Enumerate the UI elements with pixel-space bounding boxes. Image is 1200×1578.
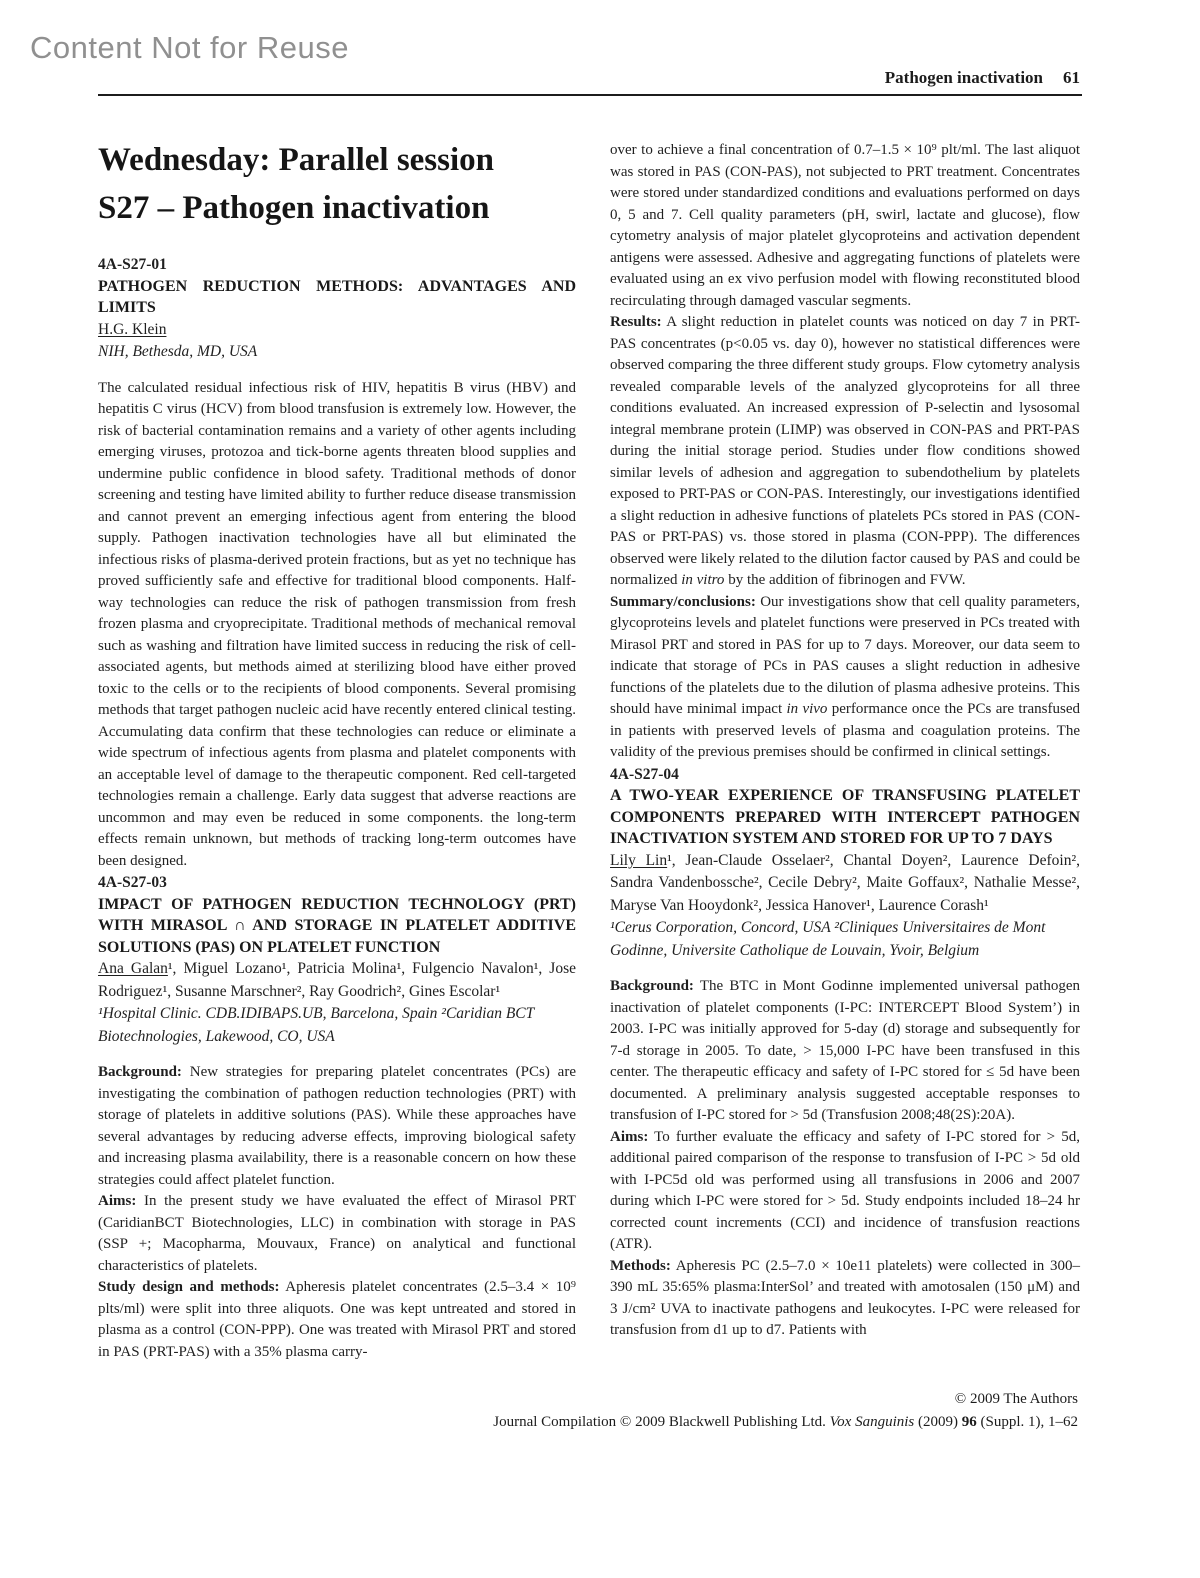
abstract-title: A TWO-YEAR EXPERIENCE OF TRANSFUSING PLATELET COMPONENTS PREPARED WITH INTERCEPT PATHOGEN INACTIVATION SYSTEM AND STORED FOR UP TO 7 DAYS [610,787,1080,847]
content-not-for-reuse-watermark: Content Not for Reuse [30,30,349,65]
session-title [98,136,576,232]
abstract-authors [98,958,576,1003]
abstract-authors [98,319,576,342]
presenting-author: Lily Lin [610,851,668,869]
abstract-title: IMPACT OF PATHOGEN REDUCTION TECHNOLOGY (PRT) WITH MIRASOL ∩ AND STORAGE IN PLATELET ADDITIVE SOLUTIONS (PAS) ON PLATELET FUNCTION [98,895,576,956]
abstract-paragraph: Aims: In the present study we have evaluated the effect of Mirasol PRT (CaridianBCT Biotechnologies, LLC) in combination with storage in PAS (SSP +; Macopharma, Mouvaux, France) on analytical and functional characteristics of platelets. [98,1193,576,1274]
abstract-paragraph: Background: The BTC in Mont Godinne implemented universal pathogen inactivation of platelet components (I-PC: INTERCEPT Blood System’) in 2003. I-PC was initially approved for 5-day (d) storage and subsequently for 7-d storage in 2005. To date, > 15,000 I-PC have been transfused in this center. The therapeutic efficacy and safety of I-PC stored for ≤ 5d have been documented. A preliminary analysis suggested acceptable responses to transfusion of I-PC stored for > 5d (Transfusion 2008;48(2S):20A). [610,978,1080,1123]
abstract-paragraph: The calculated residual infectious risk of HIV, hepatitis B virus (HBV) and hepatitis C virus (HCV) from blood transfusion is extremely low. However, the risk of bacterial contamination remains and a variety of other agents including emerging viruses, protozoa and tick-borne agents threaten blood supplies and undermine public confidence in blood safety. Traditional methods of donor screening and testing have limited ability to further reduce disease transmission and cannot prevent an emerging infectious agent from entering the blood supply. Pathogen inactivation technologies have all but eliminated the infectious risks of plasma-derived protein fractions, but as yet no technique has proved sufficiently safe and effective for traditional blood components. Half-way technologies can reduce the risk of pathogen transmission from fresh frozen plasma and cryoprecipitate. Traditional methods of mechanical removal such as washing and filtration have limited success in reducing the risk of cell-associated agents, but methods aimed at sterilizing blood have either proved toxic to the cells or to the recipients of blood components. Several promising methods that target pathogen nucleic acid have recently entered clinical testing. Accumulating data confirm that these technologies can reduce or eliminate a wide spectrum of infectious agents from plasma and platelet components with an acceptable level of damage to the therapeutic component. Red cell-targeted technologies remain a challenge. Early data suggest that adverse reactions are uncommon and may even be reduced in some components. the long-term effects remain unknown, but methods of tracking long-term outcomes have been designed. [98,379,576,869]
journal-compilation-line: Journal Compilation © 2009 Blackwell Publishing Ltd. Vox Sanguinis (2009) 96 (Suppl. 1), 1–62 [493,1414,1078,1430]
abstract-paragraph: Methods: Apheresis PC (2.5–7.0 × 10e11 platelets) were collected in 300–390 mL 35:65% plasma:InterSol’ and treated with amotosalen (150 μM) and 3 J/cm² UVA to inactivate pathogens and leukocytes. I-PC were released for transfusion from d1 up to d7. Patients with [610,1257,1080,1338]
abstract-affiliation: ¹Hospital Clinic. CDB.IDIBAPS.UB, Barcelona, Spain ²Caridian BCT Biotechnologies, Lakewood, CO, USA [98,1005,534,1045]
abstract-affiliation: NIH, Bethesda, MD, USA [98,343,258,360]
abstract-authors [610,850,1080,918]
abstract-id: 4A-S27-01 [98,256,167,273]
coauthors: ¹, Jean-Claude Osselaer², Chantal Doyen², Laurence Defoin², Sandra Vandenbossche², Cecile Debry², Maite Goffaux², Nathalie Messe², Maryse Van Hooydonk², Jessica Hanover¹, Laurence Corash¹ [610,851,1080,914]
abstract-paragraph: Study design and methods: Apheresis platelet concentrates (2.5–3.4 × 10⁹ plts/ml) were split into three aliquots. One was kept untreated and stored in plasma as a control (CON-PPP). One was treated with Mirasol PRT and stored in PAS (PRT-PAS) with a 35% plasma carry- [98,1279,576,1360]
abstract-4a-s27-03 [98,872,576,1363]
left-column [98,136,576,1363]
abstract-4a-s27-01 [98,254,576,872]
abstract-paragraph: over to achieve a final concentration of 0.7–1.5 × 10⁹ plt/ml. The last aliquot was stored in PAS (CON-PAS), not subjected to PRT treatment. Concentrates were stored under standardized conditions and evaluations performed on days 0, 5 and 7. Cell quality parameters (pH, swirl, lactate and glucose), flow cytometry analysis of major platelet glycoproteins and activation dependent antigens were assessed. Adhesive and aggregating functions of platelets were evaluated using an ex vivo perfusion model with flowing reconstituted blood recirculating through damaged vascular segments. [610,142,1080,309]
presenting-author: H.G. Klein [98,320,167,338]
abstract-4a-s27-03-continued [610,140,1080,764]
abstract-paragraph: Summary/conclusions: Our investigations show that cell quality parameters, glycoproteins levels and platelet functions were preserved in PCs treated with Mirasol PRT and stored in PAS for up to 7 days. Moreover, our data seem to indicate that storage of PCs in PAS causes a slight reduction in adhesive functions of the platelets due to the dilution of plasma adhesive proteins. This should have minimal impact in vivo performance once the PCs are transfused in patients with preserved levels of plasma and coagulation proteins. The validity of the previous premises should be confirmed in clinical settings. [610,593,1080,760]
page-footer [493,1388,1078,1434]
abstract-affiliation: ¹Cerus Corporation, Concord, USA ²Cliniques Universitaires de Mont Godinne, Universite Catholique de Louvain, Yvoir, Belgium [610,919,1046,959]
running-head [885,68,1080,88]
abstract-id: 4A-S27-03 [98,874,167,891]
abstract-title: PATHOGEN REDUCTION METHODS: ADVANTAGES AND LIMITS [98,277,576,316]
abstract-paragraph: Background: New strategies for preparing platelet concentrates (PCs) are investigating the combination of pathogen reduction technologies (PRT) with storage of platelets in additive solutions (PAS). While these approaches have several advantages by reducing adverse effects, improving biological safety and increasing plasma availability, there is a reasonable concern on how these strategies could affect platelet function. [98,1064,576,1188]
coauthors: ¹, Miguel Lozano¹, Patricia Molina¹, Fulgencio Navalon¹, Jose Rodriguez¹, Susanne Marschner², Ray Goodrich², Gines Escolar¹ [98,960,576,1000]
session-title-line1: Wednesday: Parallel session [98,142,495,178]
abstract-4a-s27-04 [610,764,1080,1342]
abstract-paragraph: Results: A slight reduction in platelet counts was noticed on day 7 in PRT-PAS concentrates (p<0.05 vs. day 0), however no statistical differences were observed comparing the three different study groups. Flow cytometry analysis revealed comparable levels of the analyzed glycoproteins for all three conditions evaluated. An increased expression of P-selectin and lysosomal integral membrane protein (LIMP) was observed in CON-PAS and PRT-PAS during the initial storage period. Studies under flow conditions showed similar levels of adhesion and aggregation to subendothelium by platelets exposed to PRT-PAS or CON-PAS. Interestingly, our investigations identified a slight reduction in adhesive functions of platelets PCs stored in PAS (CON-PAS or PRT-PAS) vs. those stored in plasma (CON-PPP). The differences observed were likely related to the dilution factor caused by PAS and could be normalized in vitro by the addition of fibrinogen and FVW. [610,314,1080,588]
abstract-paragraph: Aims: To further evaluate the efficacy and safety of I-PC stored for > 5d, additional paired comparison of the response to transfusion of I-PC > 5d old with I-PC5d old was performed using all transfusions in 2006 and 2007 during which I-PC were stored for > 5d. Study endpoints included 18–24 hr corrected count increments (CCI) and incidence of transfusion reactions (ATR). [610,1128,1080,1252]
abstract-id: 4A-S27-04 [610,765,679,783]
header-rule [98,94,1082,96]
running-head-title: Pathogen inactivation [884,68,1043,87]
session-title-line2: S27 – Pathogen inactivation [98,190,490,226]
copyright-line: © 2009 The Authors [954,1391,1078,1407]
page-number: 61 [1063,68,1080,87]
right-column [610,140,1080,1342]
presenting-author: Ana Galan [98,960,168,977]
